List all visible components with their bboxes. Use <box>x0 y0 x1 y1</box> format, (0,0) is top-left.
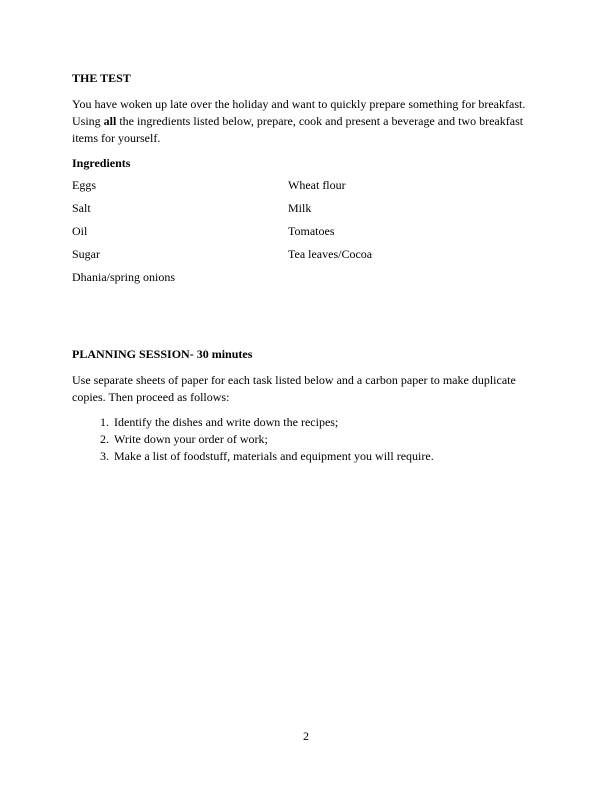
ingredients-list <box>72 177 540 286</box>
test-intro-text-after: the ingredients listed below, prepare, cook and present a beverage and two breakfast items for yourself. <box>72 114 524 145</box>
planning-step: 3. Make a list of foodstuff, materials and equipment you will require. <box>112 448 540 465</box>
planning-intro-paragraph: Use separate sheets of paper for each task listed below and a carbon paper to make duplicate copies. Then proceed as follows: <box>72 373 516 404</box>
ingredient-item: Tomatoes <box>288 224 335 238</box>
planning-step: 2. Write down your order of work; <box>112 431 540 448</box>
planning-steps-list <box>72 414 540 465</box>
ingredients-row <box>72 246 540 263</box>
ingredients-row <box>72 177 540 194</box>
ingredient-item: Salt <box>72 201 91 215</box>
page-number: 2 <box>303 729 309 743</box>
ingredient-item: Wheat flour <box>288 178 346 192</box>
ingredient-item: Eggs <box>72 178 96 192</box>
planning-heading: PLANNING SESSION- 30 minutes <box>72 347 253 361</box>
test-intro-text-before: You have woken up late over the holiday and want to quickly prepare something for breakfast. Using <box>72 97 526 128</box>
ingredient-item: Dhania/spring onions <box>72 270 175 284</box>
planning-step: 1. Identify the dishes and write down the recipes; <box>112 414 540 431</box>
test-intro-bold-all: all <box>103 114 117 128</box>
ingredients-heading: Ingredients <box>72 156 131 170</box>
planning-section <box>72 346 540 465</box>
ingredients-row <box>72 269 540 286</box>
ingredients-row <box>72 200 540 217</box>
ingredient-item: Tea leaves/Cocoa <box>288 247 373 261</box>
ingredient-item: Oil <box>72 224 88 238</box>
test-heading: THE TEST <box>72 71 131 85</box>
ingredient-item: Milk <box>288 201 312 215</box>
ingredients-row <box>72 223 540 240</box>
test-intro-paragraph <box>72 96 540 147</box>
ingredient-item: Sugar <box>72 247 100 261</box>
